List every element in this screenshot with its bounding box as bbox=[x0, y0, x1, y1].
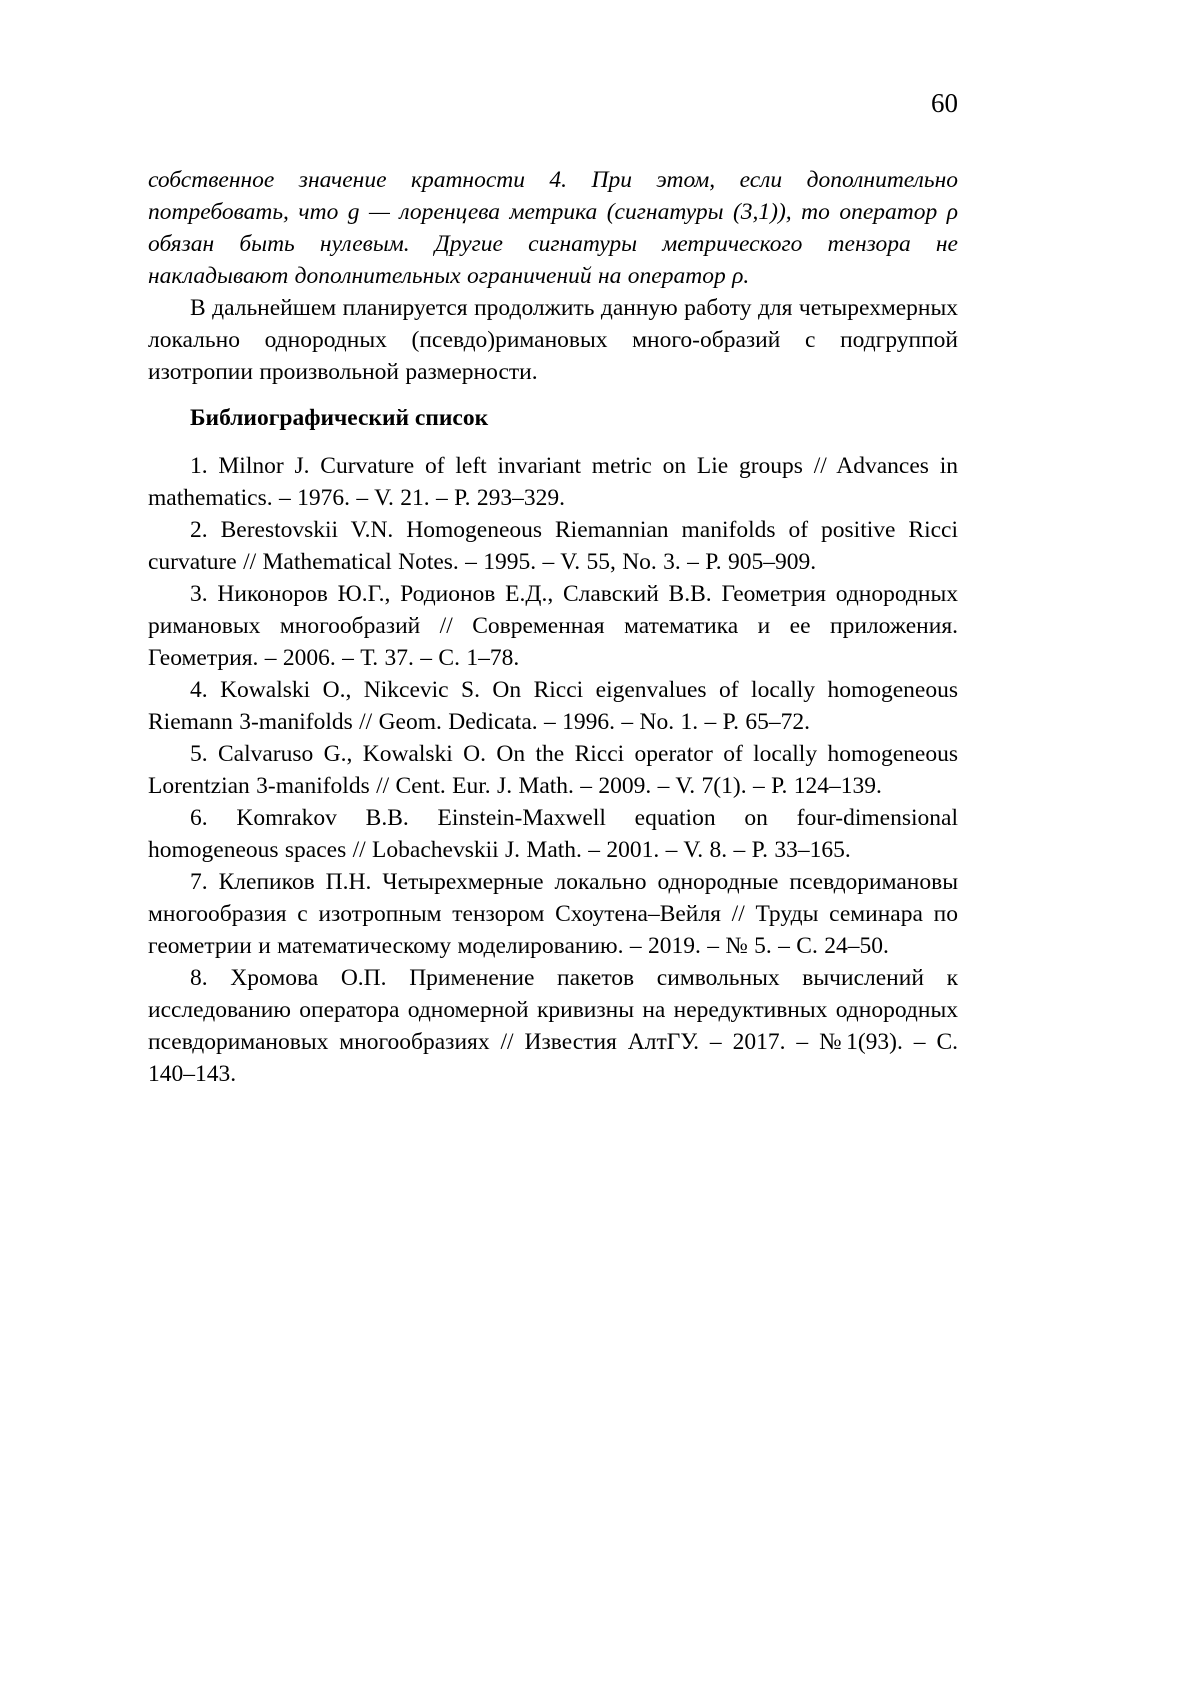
bibliography-heading: Библиографический список bbox=[190, 405, 489, 431]
reference-item: 5. Calvaruso G., Kowalski O. On the Ricci operator of locally homogeneous Lorentzian 3-manifolds // Cent. Eur. J. Math. – 2009. – V. 7(1). – P. 124–139. bbox=[148, 741, 958, 799]
reference-item: 3. Никоноров Ю.Г., Родионов Е.Д., Славский В.В. Геометрия однородных римановых многообразий // Современная математика и ее приложения. Геометрия. – 2006. – Т. 37. – С. 1–78. bbox=[148, 581, 958, 671]
paragraph-future-work: В дальнейшем планируется продолжить данную работу для четырехмерных локально однородных (псевдо)римановых много-образий с подгруппой изотропии произвольной размерности. bbox=[148, 295, 958, 385]
page-number: 60 bbox=[931, 88, 958, 118]
reference-item: 7. Клепиков П.Н. Четырехмерные локально однородные псевдоримановы многообразия с изотропным тензором Схоутена–Вейля // Труды семинара по геометрии и математическому моделированию. – 2019. – № 5. – С. 24–50. bbox=[148, 869, 958, 959]
reference-item: 2. Berestovskii V.N. Homogeneous Riemannian manifolds of positive Ricci curvature // Mathematical Notes. – 1995. – V. 55, No. 3. – P. 905–909. bbox=[148, 517, 958, 575]
reference-item: 8. Хромова О.П. Применение пакетов символьных вычислений к исследованию оператора одномерной кривизны на нередуктивных однородных псевдоримановых многообразиях // Известия АлтГУ. – 2017. – №1(93). – С. 140–143. bbox=[148, 965, 958, 1087]
reference-item: 6. Komrakov B.B. Einstein-Maxwell equation on four-dimensional homogeneous spaces // Lobachevskii J. Math. – 2001. – V. 8. – P. 33–165. bbox=[148, 805, 958, 863]
reference-item: 1. Milnor J. Curvature of left invariant metric on Lie groups // Advances in mathematics. – 1976. – V. 21. – P. 293–329. bbox=[148, 453, 958, 511]
reference-list bbox=[148, 450, 958, 1090]
reference-item: 4. Kowalski O., Nikcevic S. On Ricci eigenvalues of locally homogeneous Riemann 3-manifolds // Geom. Dedicata. – 1996. – No. 1. – P. 65–72. bbox=[148, 677, 958, 735]
paragraph-eigenvalue-continuation: собственное значение кратности 4. При этом, если дополнительно потребовать, что g — лоренцева метрика (сигнатуры (3,1)), то оператор ρ обязан быть нулевым. Другие сигнатуры метрического тензора не накладывают дополнительных ограничений на оператор ρ. bbox=[148, 167, 958, 289]
